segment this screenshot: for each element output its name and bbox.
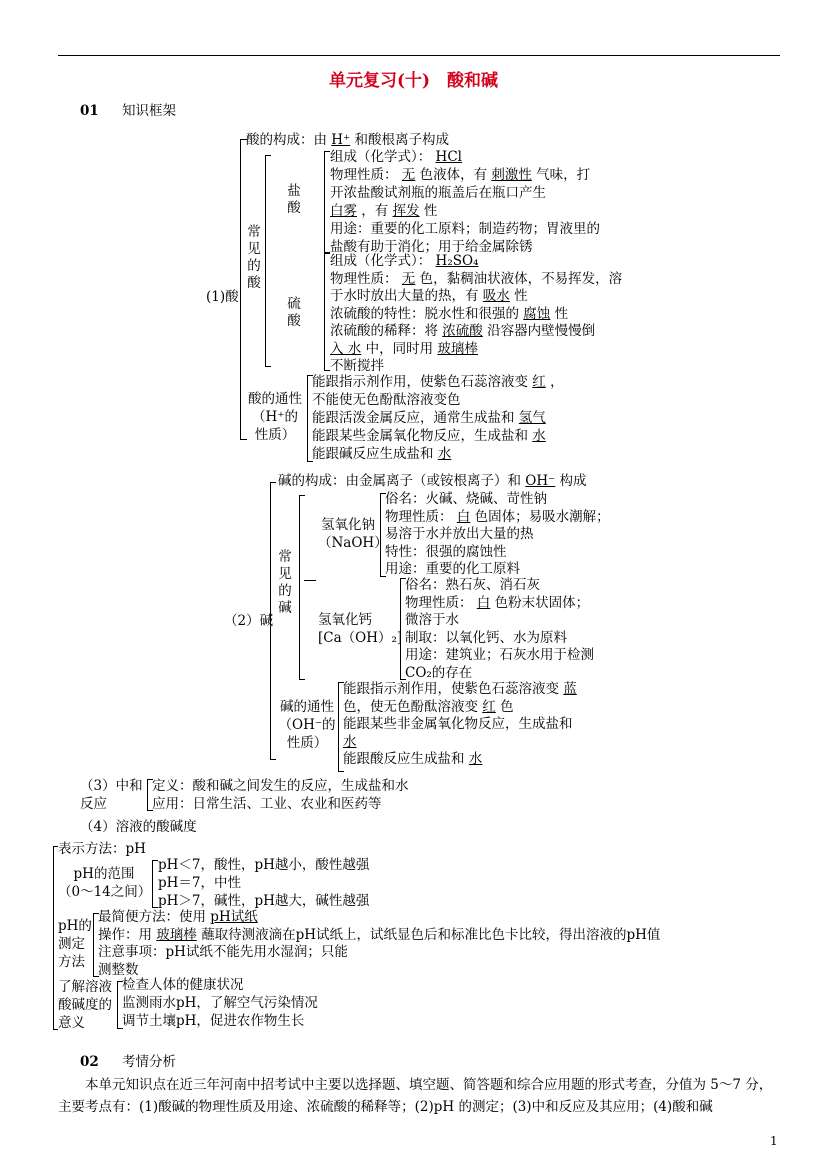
ph-neutral: pH＝7，中性 (158, 875, 242, 891)
ph-measure-label: pH的 测定 方法 (58, 918, 92, 970)
ph-meaning-label: 了解溶液 酸碱度的 意义 (58, 979, 112, 1031)
acid-common-label: 常见的酸 (247, 224, 261, 291)
caoh-line: 俗名：熟石灰、消石灰 (405, 577, 540, 593)
neutral-label: （3）中和 反应 (80, 778, 143, 812)
base-general-line: 能跟指示剂作用，使紫色石蕊溶液变 蓝 (343, 681, 577, 697)
caoh-line: CO₂的存在 (405, 664, 473, 681)
h2so4-line: 组成（化学式）： H₂SO₄ (330, 253, 479, 269)
base-general-line: 能跟酸反应生成盐和 水 (343, 751, 483, 767)
ph-measure-line: 测整数 (98, 961, 139, 978)
acid-composition: 酸的构成：由 H⁺ 和酸根离子构成 (246, 132, 449, 148)
hcl-line: 盐酸有助于消化；用于给金属除锈 (330, 239, 533, 255)
ph-acidic: pH＜7，酸性，pH越小，酸性越强 (158, 857, 370, 873)
ph-measure-line: 最简便方法：使用 pH试纸 (98, 909, 258, 925)
base-common-brace (299, 495, 305, 680)
hcl-line: 物理性质： 无 色液体，有 刺激性 气味，打 (330, 167, 591, 183)
base-general-label: 碱的通性 （OH⁻的 性质） (278, 699, 336, 751)
ph-method: 表示方法：pH (58, 841, 146, 857)
ph-meaning-health: 检查人体的健康状况 (122, 977, 244, 993)
top-rule (58, 55, 780, 56)
h2so4-line: 不断搅拌 (330, 358, 384, 374)
base-general-line: 水 (343, 733, 357, 750)
section-2-number: 02 (80, 1054, 99, 1070)
section-2-label: 考情分析 (122, 1054, 176, 1070)
h2so4-line: 物理性质： 无 色，黏稠油状液体，不易挥发，溶 (330, 270, 623, 287)
acid-general-line: 不能使无色酚酞溶液变色 (312, 392, 461, 408)
hcl-line: 开浓盐酸试剂瓶的瓶盖后在瓶口产生 (330, 185, 546, 201)
base-brace (270, 482, 276, 760)
h2so4-line: 入 水 中，同时用 玻璃棒 (330, 340, 478, 357)
acid-general-line: 能跟指示剂作用，使紫色石蕊溶液变 红 ， (312, 374, 564, 390)
section-1-number: 01 (80, 103, 99, 119)
caoh-line: 微溶于水 (405, 612, 459, 628)
naoh-label: 氢氧化钠 （NaOH） (318, 517, 388, 551)
base-composition: 碱的构成：由金属离子（或铵根离子）和 OH⁻ 构成 (278, 473, 587, 489)
base-general-line: 色，使无色酚酞溶液变 红 色 (343, 698, 514, 715)
neutral-application: 应用：日常生活、工业、农业和医药等 (152, 796, 382, 812)
acid-general-line: 能跟活泼金属反应，通常生成盐和 氢气 (312, 410, 546, 426)
naoh-line: 俗名：火碱、烧碱、苛性钠 (385, 491, 547, 507)
hcl-line: 用途：重要的化工原料；制造药物；胃液里的 (330, 221, 600, 237)
ph-measure-line: 操作：用 玻璃棒 蘸取待测液滴在pH试纸上，试纸显色后和标准比色卡比较，得出溶液的pH值 (98, 926, 661, 943)
hcl-line: 白雾 ，有 挥发 性 (330, 203, 438, 219)
ph-measure-line: 注意事项：pH试纸不能先用水湿润；只能 (98, 944, 348, 960)
h2so4-line: 于水时放出大量的热，有 吸水 性 (330, 288, 528, 304)
base-label: （2）碱 (224, 613, 274, 629)
section-1-label: 知识框架 (122, 103, 176, 119)
ph-range-label: pH的范围 （0～14之间） (58, 866, 152, 900)
base-common-label: 常见的碱 (278, 549, 292, 616)
acid-label: (1)酸 (206, 289, 239, 305)
ph-meaning-rain: 监测雨水pH，了解空气污染情况 (122, 995, 318, 1011)
caoh-line: 用途：建筑业；石灰水用于检测 (405, 647, 594, 663)
ph-heading: （4）溶液的酸碱度 (80, 819, 197, 835)
naoh-line: 物理性质： 白 色固体；易吸水潮解； (385, 508, 610, 525)
page-number: 1 (770, 1134, 778, 1148)
naoh-line: 易溶于水并放出大量的热 (385, 526, 534, 542)
acid-general-label: 酸的通性 （H⁺的 性质） (248, 391, 302, 443)
h2so4-line: 浓硫酸的稀释：将 浓硫酸 沿容器内壁慢慢倒 (330, 323, 596, 339)
acid-common-brace (265, 155, 271, 367)
caoh-line: 物理性质： 白 色粉末状固体； (405, 594, 590, 611)
acid-general-line: 能跟某些金属氧化物反应，生成盐和 水 (312, 428, 546, 444)
ph-meaning-soil: 调节土壤pH，促进农作物生长 (122, 1013, 305, 1029)
caoh-line: 制取：以氧化钙、水为原料 (405, 629, 567, 646)
caoh-label: 氢氧化钙 [Ca（OH）₂] (318, 612, 403, 646)
neutral-definition: 定义：酸和碱之间发生的反应，生成盐和水 (152, 778, 409, 794)
h2so4-line: 浓硫酸的特性：脱水性和很强的 腐蚀 性 (330, 305, 569, 322)
ph-basic: pH＞7，碱性，pH越大，碱性越强 (158, 893, 370, 909)
base-general-line: 能跟某些非金属氧化物反应，生成盐和 (343, 716, 573, 732)
base-common-tick (304, 580, 316, 581)
page-title: 单元复习(十) 酸和碱 (328, 71, 499, 91)
hcl-line: 组成（化学式）： HCl (330, 149, 462, 165)
naoh-line: 用途：重要的化工原料 (385, 561, 520, 577)
analysis-paragraph: 本单元知识点在近三年河南中招考试中主要以选择题、填空题、简答题和综合应用题的形式考查，分值为 5～7 分，主要考点有：(1)酸碱的物理性质及用途、浓硫酸的稀释等；(2)pH 的测定；(3)中和反应及其应用；(4)酸和碱 (58, 1077, 773, 1115)
h2so4-label: 硫酸 (287, 296, 301, 329)
acid-general-line: 能跟碱反应生成盐和 水 (312, 446, 452, 462)
hcl-label: 盐酸 (287, 183, 301, 216)
naoh-line: 特性：很强的腐蚀性 (385, 543, 507, 560)
